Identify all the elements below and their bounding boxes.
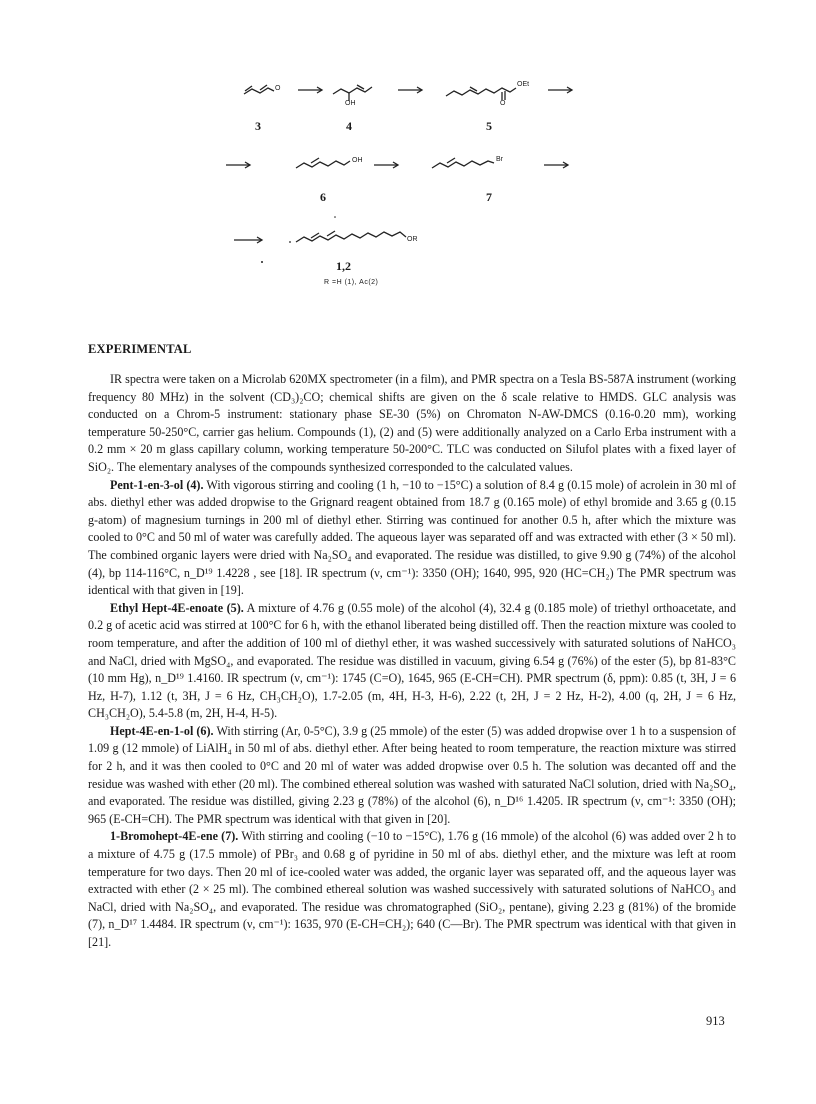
br-label: Br [496, 156, 503, 163]
structure-bromoheptene [432, 158, 494, 168]
compound-label-5: 5 [486, 119, 492, 133]
paragraph-ester [88, 600, 736, 723]
paragraph-body: With stirring and cooling (−10 to −15°C), 1.76 g (16 mmole) of the alcohol (6) was added over 2 h to a mixture of 4.75 g (17.5 mmole) of PBr₃ and 0.68 g of pyridine in 50 ml of abs. diethyl ether, and the mixture was left at room temperature for two days. Then 20 ml of ice-cooled water was added, the organic layer was separated off, and the aqueous layer was extracted with ether (2 × 25 ml). The combined ethereal solution was washed successively with saturated solutions of NaHCO₃ and NaCl, dried with Na₂SO₄, and evaporated. The residue was chromatographed (SiO₂, pentane), giving 2.23 g (81%) of the bromide (7), n_D¹⁷ 1.4484. IR spectrum (ν, cm⁻¹): 1635, 970 (E-CH=CH₂); 640 (C—Br). The PMR spectrum was identical with that given in [21]. [88, 829, 736, 949]
arrow-4-to-5 [398, 87, 422, 93]
experimental-text [88, 371, 736, 952]
structure-heptenol [296, 158, 350, 168]
structure-pentenol [333, 85, 372, 101]
paragraph-instruments: IR spectra were taken on a Microlab 620MX spectrometer (in a film), and PMR spectra on a Tesla BS-587A instrument (working frequency 80 MHz) in the solvent (CD₃)₂CO; chemical shifts are given on the δ scale relative to HMDS. GLC analysis was conducted on a Chrom-5 instrument: stationary phase SE-30 (5%) on Chromaton N-AW-DMCS (0.16-0.20 mm), working temperature 50-250°C, carrier gas helium. Compounds (1), (2) and (5) were additionally analyzed on a Carlo Erba instrument with a 0.2 mm × 20 m glass capillary column, working temperature 50-200°C. TLC was conducted on Silufol plates with a fixed layer of SiO₂. The elementary analyses of the compounds synthesized corresponded to the calculated values. [88, 372, 736, 474]
paragraph-heptenol [88, 723, 736, 829]
paragraph-body: A mixture of 4.76 g (0.55 mole) of the alcohol (4), 32.4 g (0.185 mole) of triethyl orthoacetate, and 0.2 g of acetic acid was stirred at 100°C for 6 h, with the ethanol liberated being distilled off. Then the reaction mixture was cooled to room temperature, and after the addition of 100 ml of diethyl ether, it was washed successively with saturated solutions of NaHCO₃ and NaCl, dried with MgSO₄, and evaporated. The residue was distilled in vacuum, giving 6.54 g (76%) of the ester (5), bp 81-83°C (10 mm Hg), n_D¹⁹ 1.4160. IR spectrum (ν, cm⁻¹): 1745 (C=O), 1645, 965 (E-CH=CH). PMR spectrum (δ, ppm): 0.85 (t, 3H, J = 6 Hz, H-7), 1.12 (t, 3H, J = 6 Hz, CH₃CH₂O), 1.7-2.05 (m, 4H, H-3, H-6), 2.22 (t, 2H, J = 2 Hz, H-2), 4.00 (q, 2H, J = 6 Hz, CH₃CH₂O), 5.4-5.8 (m, 2H, H-4, H-5). [88, 600, 736, 721]
reaction-scheme [200, 70, 620, 300]
oh-label-6: OH [352, 157, 363, 164]
structure-target [296, 231, 406, 242]
oh-label: OH [345, 100, 356, 107]
paragraph-body: With vigorous stirring and cooling (1 h, −10 to −15°C) a solution of 8.4 g (0.15 mole) of acrolein in 30 ml of abs. diethyl ether was added dropwise to the Grignard reagent obtained from 18.7 g (0.165 mole) of ethyl bromide and 3.65 g (0.15 g-atom) of magnesium turnings in 200 ml of diethyl ether. Stirring was continued for another 0.5 h, after which the mixture was cooled to 0°C and 50 ml of water was carefully added. The aqueous layer was separated off and was extracted with ether (3 × 50 ml). The combined organic layers were dried with Na₂SO₄ and evaporated. The residue was distilled, to give 9.90 g (74%) of the alcohol (4), bp 114-116°C, n_D¹⁹ 1.4228 , see [18]. IR spectrum (ν, cm⁻¹): 3350 (OH); 1640, 995, 920 (HC=CH₂) The PMR spectrum was identical with that given in [19]. [88, 477, 736, 598]
stray-dot [289, 241, 291, 243]
oet-label: OEt [517, 81, 530, 88]
paragraph-title: Pent-1-en-3-ol (4). [110, 477, 204, 492]
compound-label-6: 6 [320, 190, 326, 204]
or-label: OR [407, 236, 418, 243]
r-definition: R =H (1), Ac(2) [324, 279, 379, 286]
arrow-5-to-6 [548, 87, 572, 93]
paragraph-body: With stirring (Ar, 0-5°C), 3.9 g (25 mmole) of the ester (5) was added dropwise over 1 h to a suspension of 1.09 g (12 mmole) of LiAlH₄ in 50 ml of abs. diethyl ether. After being heated to room temperature, the reaction mixture was stirred for 2 h, and it was then cooled to 0°C and 20 ml of water was added dropwise over 0.5 h. The solution was decanted off and the residue was washed with ether (20 ml). The combined ethereal solution was washed with saturated NaCl solution, dried with Na₂SO₄, and evaporated. The residue was distilled, giving 2.23 g (78%) of the alcohol (6), n_D¹⁶ 1.4205. IR spectrum (ν, cm⁻¹: 3350 (OH); 965 (E-CH=CH). The PMR spectrum was identical with that given in [20]. [88, 723, 737, 826]
compound-label-4: 4 [346, 119, 352, 133]
section-heading: EXPERIMENTAL [88, 342, 192, 356]
compound-label-7: 7 [486, 190, 492, 204]
carbonyl-o-label: O [500, 100, 506, 107]
arrow-row2-start [226, 162, 250, 168]
paragraph-title: Ethyl Hept-4E-enoate (5). [110, 600, 244, 615]
paragraph-title: Hept-4E-en-1-ol (6). [110, 723, 214, 738]
arrow-3-to-4 [298, 87, 322, 93]
reaction-scheme-drawing [200, 70, 620, 300]
paragraph-pentenol [88, 477, 736, 600]
paragraph-bromide [88, 828, 736, 951]
compound-label-1-2: 1,2 [336, 259, 351, 273]
arrow-6-to-7 [374, 162, 398, 168]
page-number: 913 [706, 1014, 725, 1028]
aldehyde-o-label: O [275, 85, 281, 92]
structure-ester [446, 87, 516, 100]
arrow-7-to-next [544, 162, 568, 168]
arrow-row3-start [234, 237, 262, 243]
structure-acrolein [244, 85, 274, 94]
stray-dot [334, 216, 336, 218]
paragraph-title: 1-Bromohept-4E-ene (7). [110, 829, 239, 844]
stray-dot [261, 261, 263, 263]
compound-label-3: 3 [255, 119, 261, 133]
